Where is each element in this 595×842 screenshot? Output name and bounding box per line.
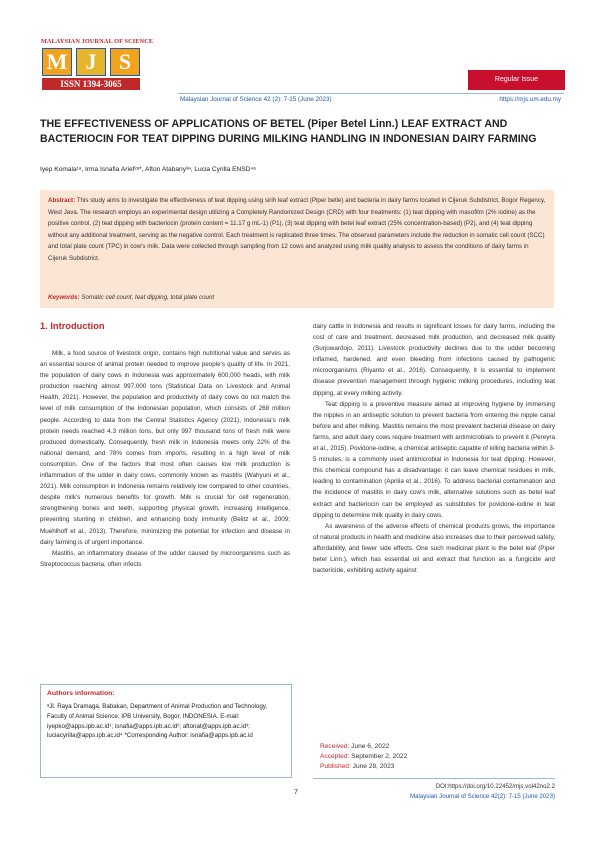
accepted-date: Accepted: September 2, 2022 xyxy=(320,753,408,761)
issue-badge: Regular Issue xyxy=(468,70,565,90)
published-date: Published: June 28, 2023 xyxy=(320,763,395,771)
keywords xyxy=(48,294,214,301)
footer-journal-ref: Malaysian Journal of Science 42(2): 7-15 (June 2023) xyxy=(410,793,555,800)
author-info-box xyxy=(40,684,292,778)
abstract-label: Abstract: xyxy=(48,197,76,204)
footer-divider xyxy=(313,778,555,779)
section-heading-introduction: 1. Introduction xyxy=(40,321,105,331)
keywords-label: Keywords: xyxy=(48,294,80,301)
paragraph: As awareness of the adverse effects of chemical products grows, the importance of natural products in health and medicine also increases due to their perceived safety, affordability, and fewer side effects. One such medicinal plant is the betel leaf (Piper betel Linn.), which has essential oil and extract that function as a fungicide and bactericide, exhibiting activity against xyxy=(313,522,555,575)
page-number: 7 xyxy=(294,787,298,796)
logo-letter-m: M xyxy=(42,48,72,76)
logo-letter-s: S xyxy=(110,48,140,76)
logo-letter-j: J xyxy=(76,48,106,76)
publication-dates xyxy=(320,742,407,773)
keywords-text: Somatic cell count, teat dipping, total plate count xyxy=(81,294,215,301)
paragraph: Mastitis, an inflammatory disease of the udder caused by microorganisms such as Streptococcus bacteria, often infects xyxy=(40,549,290,568)
author-list: Iyep Komala¹ᵃ, Irma Isnafia Arief²ᵃ*, Afton Atabany³ᵃ, Lucia Cyrilla ENSD⁴ᵃ xyxy=(40,166,256,173)
doi-link[interactable]: DOI:https://doi.org/10.22452/mjs.vol42no2.2 xyxy=(435,783,555,790)
abstract xyxy=(48,195,548,264)
left-column xyxy=(40,348,290,570)
logo-issn: ISSN 1394-3065 xyxy=(42,78,140,90)
article-title: THE EFFECTIVENESS OF APPLICATIONS OF BETEL (Piper Betel Linn.) LEAF EXTRACT AND BACTERIOCIN FOR TEAT DIPPING DURING MILKING HANDLING IN INDONESIAN DAIRY FARMING xyxy=(40,118,537,145)
abstract-box xyxy=(40,190,554,308)
received-date: Received: June 6, 2022 xyxy=(320,743,390,750)
journal-url-link[interactable]: https://mjs.um.edu.my xyxy=(499,96,561,103)
abstract-text: This study aims to investigate the effectiveness of teat dipping using sirih leaf extract (Piper betle) and bacteria in dairy farms located in Cijeruk Subdistrict, Bogor Regency, West Java. The research employs an experimental design utilizing a Completely Randomized Design (CRD) with four treatments: (1) teat dipping with masofilm (2% iodine) as the positive control, (2) teat dipping with bacteriocin (protein content = 11.17 g mL-1) (P1), (3) teat dipping with betel leaf extract (25% concentration-based) (P2), and (4) teat dipping without any additional treatment, serving as the negative control. Each treatment is replicated three times. The observed parameters include the reduction in somatic cell count (SCC) and total plate count (TPC) in cow's milk. Data were collected through sampling from 12 cows and analyzed using milk quality analysis to assess the conditions of dairy farms in Cijeruk Subdistrict. xyxy=(48,197,546,262)
header-journal-ref: Malaysian Journal of Science 42 (2): 7-15 (June 2023) xyxy=(180,96,332,103)
header-divider xyxy=(178,93,564,94)
journal-logo xyxy=(30,38,164,94)
paragraph: Teat dipping is a preventive measure aimed at improving hygiene by immersing the nipples in an antiseptic solution to prevent bacteria from entering the nipple canal before and after milking. Mastitis remains the most prevalent bacterial disease on dairy farms, and adult dairy cows require treatment with antimicrobials to prevent it (Pereyra et al., 2015). Povidone-iodine, a chemical antiseptic capable of killing bacteria within 3-5 minutes, is a commonly used antimicrobial in Indonesia for teat dipping. However, this chemical compound has a disadvantage: it can leave chemical residues in milk, leading to contamination (Aprilia et al., 2016). To address bacterial contamination and the incidence of mastitis in dairy cow's milk, alternative solutions such as betel leaf extract and bacteriocin can be employed as substitutes for povidone-iodine in teat dipping to determine milk quality in dairy cows. xyxy=(313,400,555,519)
author-info-text: ᵃJl. Raya Dramaga, Babakan, Department of Animal Production and Technology, Faculty of Animal Science, IPB University, Bogor, INDONESIA. E-mail: iyepko@apps.ipb.ac.id¹; isnafia@apps.ipb.ac.id²; aftonat@apps.ipb.ac.id³; luciacyrilla@apps.ipb.ac.id⁴ *Corresponding Author: isnafia@apps.ipb.ac.id xyxy=(47,703,268,740)
logo-top-text: MALAYSIAN JOURNAL OF SCIENCE xyxy=(40,38,154,45)
paragraph: dairy cattle in Indonesia and results in significant losses for dairy farms, including the cost of care and treatment, decreased milk production, and decreased milk quality (Surjowardojo, 2011). Livestock productivity declines due to the udder becoming inflamed, hardened, and even bleeding from infections caused by pathogenic microorganisms (Riyanto et al., 2016). Consequently, it is essential to implement disease prevention management through hygienic milking procedures, including teat dipping, at every milking activity. xyxy=(313,323,555,397)
right-column xyxy=(313,321,555,576)
paragraph: Milk, a food source of livestock origin, contains high nutritional value and serves as an essential source of animal protein needed to improve people's quality of life. In 2021, the population of dairy cows in Indonesia was approximately 600,000 heads, with milk production reaching almost 997,000 tons (Statistical Data on Livestock and Animal Health, 2021). However, the population and productivity of dairy cows do not match the level of milk consumption of the Indonesian population, which consists of 268 million people. According to data from the Central Statistics Agency (2021), Indonesia's milk protein needs reached 4.3 million tons, but only 997 thousand tons of fresh milk were produced domestically. Consequently, fresh milk in Indonesia meets only 22% of the national demand, and 78% comes from imports, resulting in a high level of milk consumption. One of the factors that most often causes low milk production is inflammation of the udder in dairy cows, commonly known as mastitis (Wahyuni et al., 2021). Milk consumption in Indonesia remains relatively low compared to other countries, despite milk's numerous benefits for growth. Milk is crucial for cell regeneration, strengthening bones and teeth, supporting physical growth, increasing intelligence, preventing stunting in children, and enhancing body immunity (Belitz et al., 2009; Muehlhoff et al., 2013). Therefore, minimizing the potential for infection and disease in dairy farming is of urgent importance. xyxy=(40,350,290,546)
logo-letters xyxy=(42,48,140,76)
author-info-title: Authors information: xyxy=(47,690,115,697)
